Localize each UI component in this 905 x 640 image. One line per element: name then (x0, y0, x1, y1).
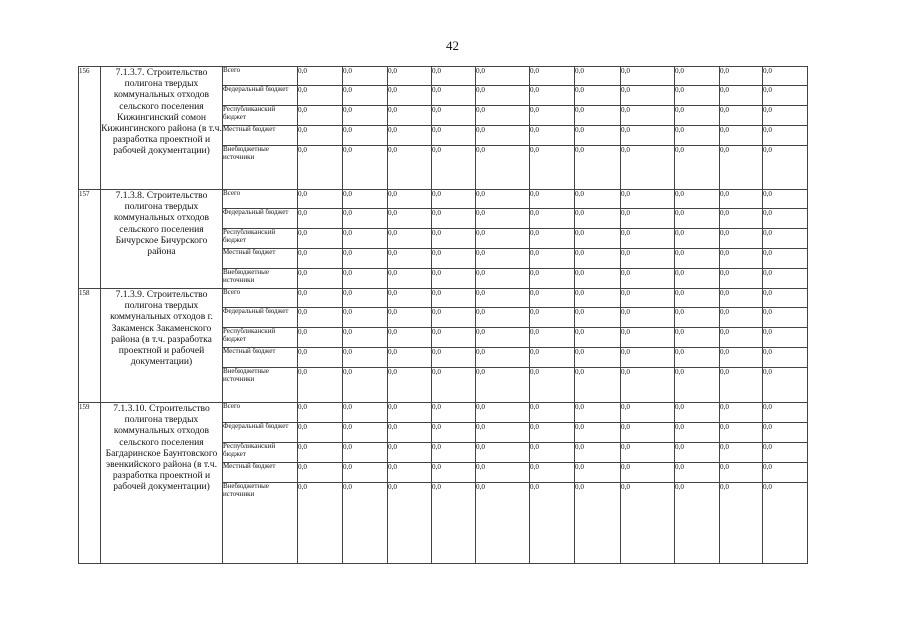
value-cell: 0,0 (763, 146, 808, 190)
value-cell: 0,0 (575, 106, 621, 126)
value-cell: 0,0 (675, 403, 720, 423)
value-cell: 0,0 (720, 190, 763, 209)
value-cell: 0,0 (763, 229, 808, 249)
value-cell: 0,0 (763, 348, 808, 368)
value-cell: 0,0 (343, 229, 388, 249)
value-cell: 0,0 (720, 229, 763, 249)
value-cell: 0,0 (575, 368, 621, 403)
value-cell: 0,0 (675, 209, 720, 229)
value-cell: 0,0 (575, 229, 621, 249)
value-cell: 0,0 (530, 463, 575, 483)
activity-title: 7.1.3.7. Строительство полигона твердых коммунальных отходов сельского поселения Кижингинский сомон Кижингинского района (в т.ч. разработка проектной и рабочей документации) (101, 67, 223, 190)
value-cell: 0,0 (575, 67, 621, 86)
value-cell: 0,0 (675, 229, 720, 249)
value-cell: 0,0 (298, 328, 343, 348)
value-cell: 0,0 (763, 483, 808, 564)
value-cell: 0,0 (675, 483, 720, 564)
value-cell: 0,0 (575, 190, 621, 209)
value-cell: 0,0 (343, 423, 388, 443)
value-cell: 0,0 (530, 249, 575, 269)
value-cell: 0,0 (621, 403, 675, 423)
value-cell: 0,0 (343, 368, 388, 403)
value-cell: 0,0 (621, 67, 675, 86)
value-cell: 0,0 (343, 190, 388, 209)
value-cell: 0,0 (530, 403, 575, 423)
value-cell: 0,0 (720, 289, 763, 308)
value-cell: 0,0 (432, 190, 476, 209)
value-cell: 0,0 (530, 209, 575, 229)
value-cell: 0,0 (476, 443, 530, 463)
value-cell: 0,0 (575, 443, 621, 463)
funding-source-label: Местный бюджет (223, 126, 298, 146)
value-cell: 0,0 (530, 229, 575, 249)
value-cell: 0,0 (298, 249, 343, 269)
value-cell: 0,0 (388, 443, 432, 463)
value-cell: 0,0 (432, 86, 476, 106)
value-cell: 0,0 (298, 146, 343, 190)
value-cell: 0,0 (720, 126, 763, 146)
value-cell: 0,0 (388, 403, 432, 423)
value-cell: 0,0 (388, 308, 432, 328)
value-cell: 0,0 (298, 423, 343, 443)
row-number: 159 (79, 403, 101, 564)
funding-source-label: Всего (223, 67, 298, 86)
value-cell: 0,0 (675, 289, 720, 308)
funding-source-label: Местный бюджет (223, 249, 298, 269)
value-cell: 0,0 (675, 423, 720, 443)
value-cell: 0,0 (575, 483, 621, 564)
value-cell: 0,0 (388, 483, 432, 564)
value-cell: 0,0 (575, 348, 621, 368)
value-cell: 0,0 (298, 289, 343, 308)
value-cell: 0,0 (530, 67, 575, 86)
value-cell: 0,0 (530, 328, 575, 348)
value-cell: 0,0 (476, 289, 530, 308)
value-cell: 0,0 (720, 443, 763, 463)
value-cell: 0,0 (432, 328, 476, 348)
value-cell: 0,0 (675, 328, 720, 348)
value-cell: 0,0 (621, 289, 675, 308)
value-cell: 0,0 (675, 86, 720, 106)
value-cell: 0,0 (675, 190, 720, 209)
activity-title: 7.1.3.8. Строительство полигона твердых коммунальных отходов сельского поселения Бичурское Бичурского района (101, 190, 223, 289)
value-cell: 0,0 (530, 348, 575, 368)
table-body (79, 67, 808, 564)
value-cell: 0,0 (432, 249, 476, 269)
value-cell: 0,0 (763, 269, 808, 289)
value-cell: 0,0 (575, 209, 621, 229)
value-cell: 0,0 (343, 249, 388, 269)
value-cell: 0,0 (575, 126, 621, 146)
value-cell: 0,0 (476, 328, 530, 348)
value-cell: 0,0 (621, 249, 675, 269)
value-cell: 0,0 (343, 106, 388, 126)
value-cell: 0,0 (298, 209, 343, 229)
value-cell: 0,0 (530, 269, 575, 289)
value-cell: 0,0 (763, 403, 808, 423)
value-cell: 0,0 (675, 146, 720, 190)
value-cell: 0,0 (621, 146, 675, 190)
value-cell: 0,0 (763, 463, 808, 483)
value-cell: 0,0 (432, 67, 476, 86)
value-cell: 0,0 (720, 423, 763, 443)
value-cell: 0,0 (675, 106, 720, 126)
funding-source-label: Республиканский бюджет (223, 443, 298, 463)
value-cell: 0,0 (432, 463, 476, 483)
value-cell: 0,0 (530, 289, 575, 308)
value-cell: 0,0 (343, 348, 388, 368)
value-cell: 0,0 (763, 209, 808, 229)
value-cell: 0,0 (763, 423, 808, 443)
value-cell: 0,0 (530, 190, 575, 209)
value-cell: 0,0 (763, 443, 808, 463)
row-number: 156 (79, 67, 101, 190)
value-cell: 0,0 (675, 67, 720, 86)
value-cell: 0,0 (476, 146, 530, 190)
funding-source-label: Внебюджетные источники (223, 368, 298, 403)
funding-source-label: Всего (223, 190, 298, 209)
value-cell: 0,0 (763, 328, 808, 348)
value-cell: 0,0 (720, 249, 763, 269)
value-cell: 0,0 (298, 463, 343, 483)
value-cell: 0,0 (343, 443, 388, 463)
funding-source-label: Федеральный бюджет (223, 86, 298, 106)
value-cell: 0,0 (621, 106, 675, 126)
value-cell: 0,0 (298, 269, 343, 289)
value-cell: 0,0 (432, 348, 476, 368)
funding-source-label: Федеральный бюджет (223, 209, 298, 229)
value-cell: 0,0 (621, 483, 675, 564)
value-cell: 0,0 (432, 443, 476, 463)
value-cell: 0,0 (298, 86, 343, 106)
value-cell: 0,0 (476, 423, 530, 443)
value-cell: 0,0 (343, 403, 388, 423)
value-cell: 0,0 (621, 328, 675, 348)
value-cell: 0,0 (763, 249, 808, 269)
funding-source-label: Внебюджетные источники (223, 269, 298, 289)
value-cell: 0,0 (388, 328, 432, 348)
value-cell: 0,0 (763, 106, 808, 126)
value-cell: 0,0 (720, 348, 763, 368)
value-cell: 0,0 (575, 249, 621, 269)
value-cell: 0,0 (343, 67, 388, 86)
value-cell: 0,0 (720, 328, 763, 348)
value-cell: 0,0 (298, 190, 343, 209)
value-cell: 0,0 (476, 67, 530, 86)
value-cell: 0,0 (343, 308, 388, 328)
funding-source-label: Республиканский бюджет (223, 106, 298, 126)
value-cell: 0,0 (388, 229, 432, 249)
value-cell: 0,0 (476, 209, 530, 229)
value-cell: 0,0 (575, 423, 621, 443)
value-cell: 0,0 (530, 368, 575, 403)
value-cell: 0,0 (720, 209, 763, 229)
activity-title: 7.1.3.9. Строительство полигона твердых коммунальных отходов г. Закаменск Закаменского района (в т.ч. разработка проектной и рабочей документации) (101, 289, 223, 403)
value-cell: 0,0 (343, 463, 388, 483)
value-cell: 0,0 (530, 423, 575, 443)
value-cell: 0,0 (575, 269, 621, 289)
value-cell: 0,0 (388, 106, 432, 126)
value-cell: 0,0 (621, 229, 675, 249)
funding-source-label: Местный бюджет (223, 463, 298, 483)
value-cell: 0,0 (298, 348, 343, 368)
value-cell: 0,0 (575, 289, 621, 308)
value-cell: 0,0 (343, 328, 388, 348)
value-cell: 0,0 (343, 146, 388, 190)
value-cell: 0,0 (388, 209, 432, 229)
value-cell: 0,0 (343, 483, 388, 564)
value-cell: 0,0 (763, 190, 808, 209)
value-cell: 0,0 (621, 423, 675, 443)
value-cell: 0,0 (388, 269, 432, 289)
value-cell: 0,0 (476, 269, 530, 289)
value-cell: 0,0 (675, 348, 720, 368)
value-cell: 0,0 (621, 126, 675, 146)
value-cell: 0,0 (432, 403, 476, 423)
value-cell: 0,0 (388, 348, 432, 368)
row-number: 157 (79, 190, 101, 289)
value-cell: 0,0 (530, 106, 575, 126)
value-cell: 0,0 (675, 368, 720, 403)
value-cell: 0,0 (530, 443, 575, 463)
value-cell: 0,0 (575, 328, 621, 348)
value-cell: 0,0 (388, 86, 432, 106)
value-cell: 0,0 (343, 126, 388, 146)
funding-source-label: Республиканский бюджет (223, 229, 298, 249)
value-cell: 0,0 (388, 146, 432, 190)
value-cell: 0,0 (530, 86, 575, 106)
value-cell: 0,0 (476, 86, 530, 106)
value-cell: 0,0 (476, 463, 530, 483)
value-cell: 0,0 (298, 126, 343, 146)
value-cell: 0,0 (763, 86, 808, 106)
value-cell: 0,0 (388, 289, 432, 308)
value-cell: 0,0 (388, 190, 432, 209)
value-cell: 0,0 (621, 269, 675, 289)
value-cell: 0,0 (720, 269, 763, 289)
value-cell: 0,0 (621, 443, 675, 463)
value-cell: 0,0 (298, 443, 343, 463)
value-cell: 0,0 (343, 209, 388, 229)
value-cell: 0,0 (298, 403, 343, 423)
row-number: 158 (79, 289, 101, 403)
value-cell: 0,0 (476, 190, 530, 209)
value-cell: 0,0 (432, 229, 476, 249)
value-cell: 0,0 (720, 368, 763, 403)
value-cell: 0,0 (432, 289, 476, 308)
value-cell: 0,0 (720, 106, 763, 126)
value-cell: 0,0 (720, 86, 763, 106)
table-row (79, 67, 808, 86)
funding-source-label: Внебюджетные источники (223, 483, 298, 564)
value-cell: 0,0 (621, 86, 675, 106)
value-cell: 0,0 (675, 269, 720, 289)
value-cell: 0,0 (432, 269, 476, 289)
value-cell: 0,0 (432, 126, 476, 146)
value-cell: 0,0 (621, 348, 675, 368)
value-cell: 0,0 (298, 368, 343, 403)
value-cell: 0,0 (530, 308, 575, 328)
value-cell: 0,0 (432, 209, 476, 229)
value-cell: 0,0 (575, 463, 621, 483)
value-cell: 0,0 (476, 483, 530, 564)
value-cell: 0,0 (621, 209, 675, 229)
value-cell: 0,0 (763, 368, 808, 403)
value-cell: 0,0 (298, 106, 343, 126)
value-cell: 0,0 (720, 146, 763, 190)
funding-source-label: Всего (223, 289, 298, 308)
value-cell: 0,0 (388, 126, 432, 146)
value-cell: 0,0 (298, 308, 343, 328)
value-cell: 0,0 (720, 67, 763, 86)
value-cell: 0,0 (388, 423, 432, 443)
value-cell: 0,0 (575, 403, 621, 423)
value-cell: 0,0 (388, 368, 432, 403)
value-cell: 0,0 (343, 269, 388, 289)
value-cell: 0,0 (343, 289, 388, 308)
value-cell: 0,0 (720, 403, 763, 423)
value-cell: 0,0 (476, 308, 530, 328)
value-cell: 0,0 (575, 86, 621, 106)
activity-title: 7.1.3.10. Строительство полигона твердых коммунальных отходов сельского поселения Багдаринское Баунтовского эвенкийского района (в т.ч. разработка проектной и рабочей документации) (101, 403, 223, 564)
value-cell: 0,0 (432, 146, 476, 190)
funding-source-label: Республиканский бюджет (223, 328, 298, 348)
value-cell: 0,0 (621, 463, 675, 483)
value-cell: 0,0 (763, 308, 808, 328)
value-cell: 0,0 (476, 126, 530, 146)
value-cell: 0,0 (388, 67, 432, 86)
value-cell: 0,0 (763, 126, 808, 146)
value-cell: 0,0 (298, 67, 343, 86)
value-cell: 0,0 (675, 463, 720, 483)
value-cell: 0,0 (476, 106, 530, 126)
value-cell: 0,0 (530, 126, 575, 146)
value-cell: 0,0 (763, 67, 808, 86)
value-cell: 0,0 (675, 308, 720, 328)
value-cell: 0,0 (675, 249, 720, 269)
value-cell: 0,0 (530, 146, 575, 190)
value-cell: 0,0 (575, 308, 621, 328)
value-cell: 0,0 (432, 368, 476, 403)
value-cell: 0,0 (388, 463, 432, 483)
value-cell: 0,0 (298, 483, 343, 564)
value-cell: 0,0 (476, 403, 530, 423)
value-cell: 0,0 (675, 443, 720, 463)
value-cell: 0,0 (720, 483, 763, 564)
value-cell: 0,0 (530, 483, 575, 564)
value-cell: 0,0 (720, 308, 763, 328)
table-row (79, 190, 808, 209)
value-cell: 0,0 (298, 229, 343, 249)
value-cell: 0,0 (720, 463, 763, 483)
value-cell: 0,0 (476, 229, 530, 249)
value-cell: 0,0 (476, 368, 530, 403)
value-cell: 0,0 (575, 146, 621, 190)
value-cell: 0,0 (763, 289, 808, 308)
budget-table (78, 66, 808, 564)
value-cell: 0,0 (476, 249, 530, 269)
value-cell: 0,0 (621, 368, 675, 403)
value-cell: 0,0 (388, 249, 432, 269)
value-cell: 0,0 (432, 483, 476, 564)
funding-source-label: Федеральный бюджет (223, 423, 298, 443)
table-row (79, 403, 808, 423)
value-cell: 0,0 (621, 190, 675, 209)
funding-source-label: Местный бюджет (223, 348, 298, 368)
value-cell: 0,0 (476, 348, 530, 368)
page-number: 42 (446, 38, 459, 53)
value-cell: 0,0 (343, 86, 388, 106)
value-cell: 0,0 (432, 423, 476, 443)
table-row (79, 289, 808, 308)
value-cell: 0,0 (675, 126, 720, 146)
value-cell: 0,0 (432, 106, 476, 126)
value-cell: 0,0 (432, 308, 476, 328)
funding-source-label: Федеральный бюджет (223, 308, 298, 328)
funding-source-label: Всего (223, 403, 298, 423)
value-cell: 0,0 (621, 308, 675, 328)
funding-source-label: Внебюджетные источники (223, 146, 298, 190)
